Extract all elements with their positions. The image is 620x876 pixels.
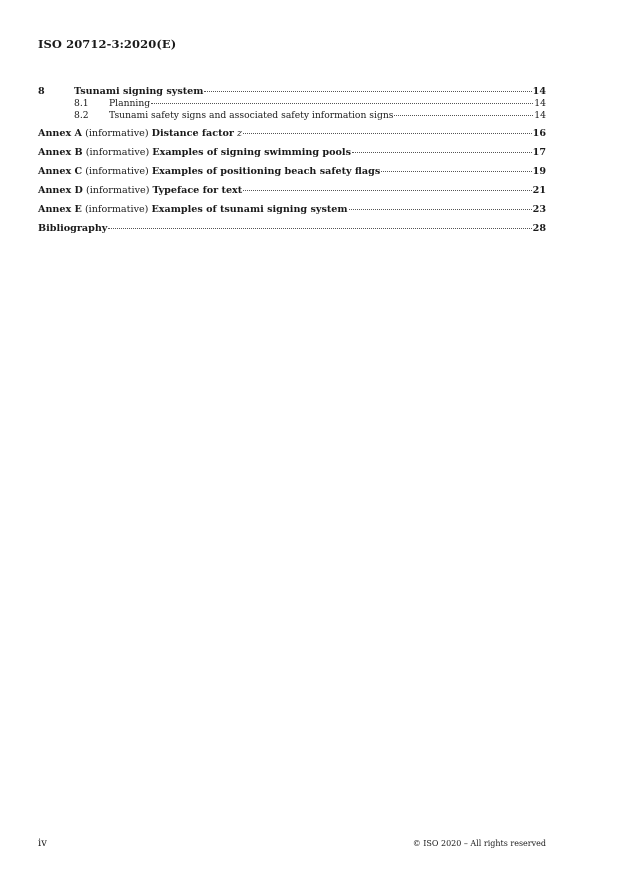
dot-leader — [243, 133, 532, 134]
toc-entry-8-2[interactable] — [38, 110, 546, 122]
document-id: ISO 20712-3:2020(E) — [38, 37, 177, 51]
toc-entry-annex-b[interactable] — [38, 147, 546, 159]
dot-leader — [243, 190, 531, 191]
toc-entry-clause-8[interactable] — [38, 86, 546, 98]
toc-entry-annex-e[interactable] — [38, 204, 546, 216]
toc-page: 14 — [532, 86, 546, 97]
toc-page: 14 — [534, 109, 546, 121]
annex-type: (informative) — [85, 166, 149, 177]
annex-title: Examples of tsunami signing system — [151, 204, 348, 215]
annex-label: Annex E — [38, 204, 82, 215]
toc-page: 21 — [532, 185, 546, 196]
toc-title: Tsunami safety signs and associated safety information signs — [109, 109, 394, 121]
toc-entry-bibliography[interactable] — [38, 223, 546, 235]
toc-number: 8.1 — [74, 98, 89, 109]
annex-title: Typeface for text — [152, 185, 243, 196]
toc-entry-annex-d[interactable] — [38, 185, 546, 197]
page-number: iv — [38, 838, 47, 849]
toc-title: Planning — [109, 98, 151, 109]
annex-title: Examples of signing swimming pools — [152, 147, 351, 158]
toc-number: 8 — [38, 86, 45, 97]
toc-page: 23 — [532, 204, 546, 215]
annex-title: Distance factor — [151, 128, 234, 139]
toc-entry-annex-c[interactable] — [38, 166, 546, 178]
dot-leader — [151, 103, 533, 104]
annex-type: (informative) — [85, 185, 150, 196]
annex-label: Annex C — [38, 166, 83, 177]
toc-title: Tsunami signing system — [74, 86, 204, 97]
toc-page: 28 — [532, 223, 546, 234]
toc-page: 17 — [532, 147, 546, 158]
annex-label: Annex A — [38, 128, 83, 139]
dot-leader — [381, 171, 531, 172]
dot-leader — [204, 91, 531, 92]
dot-leader — [108, 228, 531, 229]
annex-title: Examples of positioning beach safety flags — [151, 166, 381, 177]
toc-entry-annex-a[interactable] — [38, 128, 546, 140]
toc-page: 14 — [534, 98, 546, 109]
toc-title: Bibliography — [38, 223, 108, 234]
annex-type: (informative) — [85, 128, 149, 139]
copyright-notice: © ISO 2020 – All rights reserved — [412, 839, 546, 848]
toc-entry-8-1[interactable] — [38, 98, 546, 110]
dot-leader — [394, 115, 533, 116]
toc-page: 19 — [532, 166, 546, 177]
table-of-contents — [38, 86, 546, 235]
annex-label: Annex D — [38, 185, 83, 196]
toc-number: 8.2 — [74, 109, 89, 121]
dot-leader — [352, 152, 532, 153]
annex-label: Annex B — [38, 147, 83, 158]
annex-variable: z — [237, 128, 243, 139]
annex-type: (informative) — [84, 204, 149, 215]
annex-type: (informative) — [85, 147, 150, 158]
dot-leader — [349, 209, 532, 210]
toc-page: 16 — [532, 128, 546, 139]
